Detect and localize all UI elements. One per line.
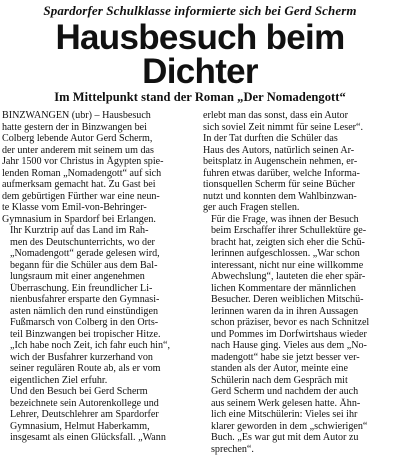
text-line: beitsplatz in Augenschein nehmen, er- bbox=[203, 156, 398, 168]
text-line: aufmerksam gemacht hat. Zu Gast bei bbox=[2, 179, 197, 191]
article-paragraph bbox=[203, 214, 398, 455]
text-line: nienbusfahrer ersparte den Gymnasi- bbox=[2, 294, 197, 306]
text-line: ger auch Fragen stellen. bbox=[203, 202, 398, 214]
text-line: Und den Besuch bei Gerd Scherm bbox=[2, 386, 197, 398]
text-line: Gymnasium, Helmut Haberkamm, bbox=[2, 421, 197, 433]
text-line: standen als der Autor, meinte eine bbox=[203, 363, 398, 375]
text-line: lerinnen waren da in ihren Aussagen bbox=[203, 306, 398, 318]
text-line: „Nomadengott“ gerade gelesen wird, bbox=[2, 248, 197, 260]
kicker-line: Spardorfer Schulklasse informierte sich bei Gerd Scherm bbox=[2, 4, 398, 18]
text-line: nutzt und konnten dem Wahlbinzwan- bbox=[203, 191, 398, 203]
subheadline: Im Mittelpunkt stand der Roman „Der Nomadengott“ bbox=[2, 91, 398, 104]
article-columns bbox=[2, 110, 398, 455]
text-line: lichen Kommentare der männlichen bbox=[203, 283, 398, 295]
text-line: wich der Busfahrer kurzerhand von bbox=[2, 352, 197, 364]
text-line: Jahr 1500 vor Christus in Ägypten spie- bbox=[2, 156, 197, 168]
text-line: lich eine Mitschülerin: Vieles sei ihr bbox=[203, 409, 398, 421]
article-paragraph bbox=[2, 386, 197, 444]
text-line: In der Tat durften die Schüler das bbox=[203, 133, 398, 145]
text-line: madengott“ habe sie jetzt besser ver- bbox=[203, 352, 398, 364]
text-line: sich soviel Zeit nimmt für seine Leser“. bbox=[203, 122, 398, 134]
headline: Hausbesuch beim Dichter bbox=[2, 21, 398, 89]
text-line: bezeichnete sein Autorenkollege und bbox=[2, 398, 197, 410]
text-line: insgesamt als einen Glücksfall. „Wann bbox=[2, 432, 197, 444]
text-line: aus seinem Werk gelesen hatte. Ähn- bbox=[203, 398, 398, 410]
text-line: Fußmarsch von Colberg in den Orts- bbox=[2, 317, 197, 329]
text-line: Colberg lebende Autor Gerd Scherm, bbox=[2, 133, 197, 145]
text-line: asten nämlich den rund einstündigen bbox=[2, 306, 197, 318]
article-paragraph bbox=[203, 110, 398, 214]
text-line: Gymnasium in Spardorf bei Erlangen. bbox=[2, 214, 197, 226]
article-column-left bbox=[2, 110, 197, 455]
text-line: Buch. „Es war gut mit dem Autor zu bbox=[203, 432, 398, 444]
text-line: nach Hause ging. Vieles aus dem „No- bbox=[203, 340, 398, 352]
text-line: hatte gestern der in Binzwangen bei bbox=[2, 122, 197, 134]
text-line: Haus des Autors, natürlich seinen Ar- bbox=[203, 145, 398, 157]
text-line: Ihr Kurztrip auf das Land im Rah- bbox=[2, 225, 197, 237]
text-line: seiner regulären Route ab, als er vom bbox=[2, 363, 197, 375]
text-line: Gerd Scherm und nachdem der auch bbox=[203, 386, 398, 398]
text-line: teil Binzwangen bei tropischer Hitze. bbox=[2, 329, 197, 341]
text-line: lerinnen aufgeschlossen. „War schon bbox=[203, 248, 398, 260]
text-line: bracht hat, zeigten sich eher die Schü- bbox=[203, 237, 398, 249]
text-line: Lehrer, Deutschlehrer am Spardorfer bbox=[2, 409, 197, 421]
text-line: Abwechslung“, lauteten die eher spär- bbox=[203, 271, 398, 283]
text-line: sprechen“. bbox=[203, 444, 398, 455]
article-paragraph bbox=[2, 225, 197, 386]
text-line: der unter anderem mit seinem um das bbox=[2, 145, 197, 157]
text-line: klarer geworden in dem „schwierigen“ bbox=[203, 421, 398, 433]
text-line: erlebt man das sonst, dass ein Autor bbox=[203, 110, 398, 122]
text-line: Besucher. Deren weiblichen Mitschü- bbox=[203, 294, 398, 306]
text-line: interessant, nicht nur eine willkomme bbox=[203, 260, 398, 272]
article-column-right bbox=[203, 110, 398, 455]
text-line: „Ich habe noch Zeit, ich fahr euch hin“, bbox=[2, 340, 197, 352]
text-line: lenden Roman „Nomadengott“ auf sich bbox=[2, 168, 197, 180]
text-line: Für die Frage, was ihnen der Besuch bbox=[203, 214, 398, 226]
text-line: te Klasse vom Emil-von-Behringer- bbox=[2, 202, 197, 214]
text-line: Schülerin nach dem Gespräch mit bbox=[203, 375, 398, 387]
text-line: beim Erschaffer ihrer Schullektüre ge- bbox=[203, 225, 398, 237]
article-paragraph bbox=[2, 110, 197, 225]
text-line: und Pommes im Dorfwirtshaus wieder bbox=[203, 329, 398, 341]
text-line: begann für die Schüler aus dem Bal- bbox=[2, 260, 197, 272]
text-line: dem gebürtigen Fürther war eine neun- bbox=[2, 191, 197, 203]
text-line: fuhren etwas darüber, welche Informa- bbox=[203, 168, 398, 180]
text-line: schon präziser, bevor es nach Schnitzel bbox=[203, 317, 398, 329]
text-line: lungsraum mit einer angenehmen bbox=[2, 271, 197, 283]
text-line: BINZWANGEN (ubr) – Hausbesuch bbox=[2, 110, 197, 122]
text-line: Überraschung. Ein freundlicher Li- bbox=[2, 283, 197, 295]
text-line: eigentlichen Ziel erfuhr. bbox=[2, 375, 197, 387]
text-line: tionsquellen Scherm für seine Bücher bbox=[203, 179, 398, 191]
text-line: men des Deutschunterrichts, wo der bbox=[2, 237, 197, 249]
